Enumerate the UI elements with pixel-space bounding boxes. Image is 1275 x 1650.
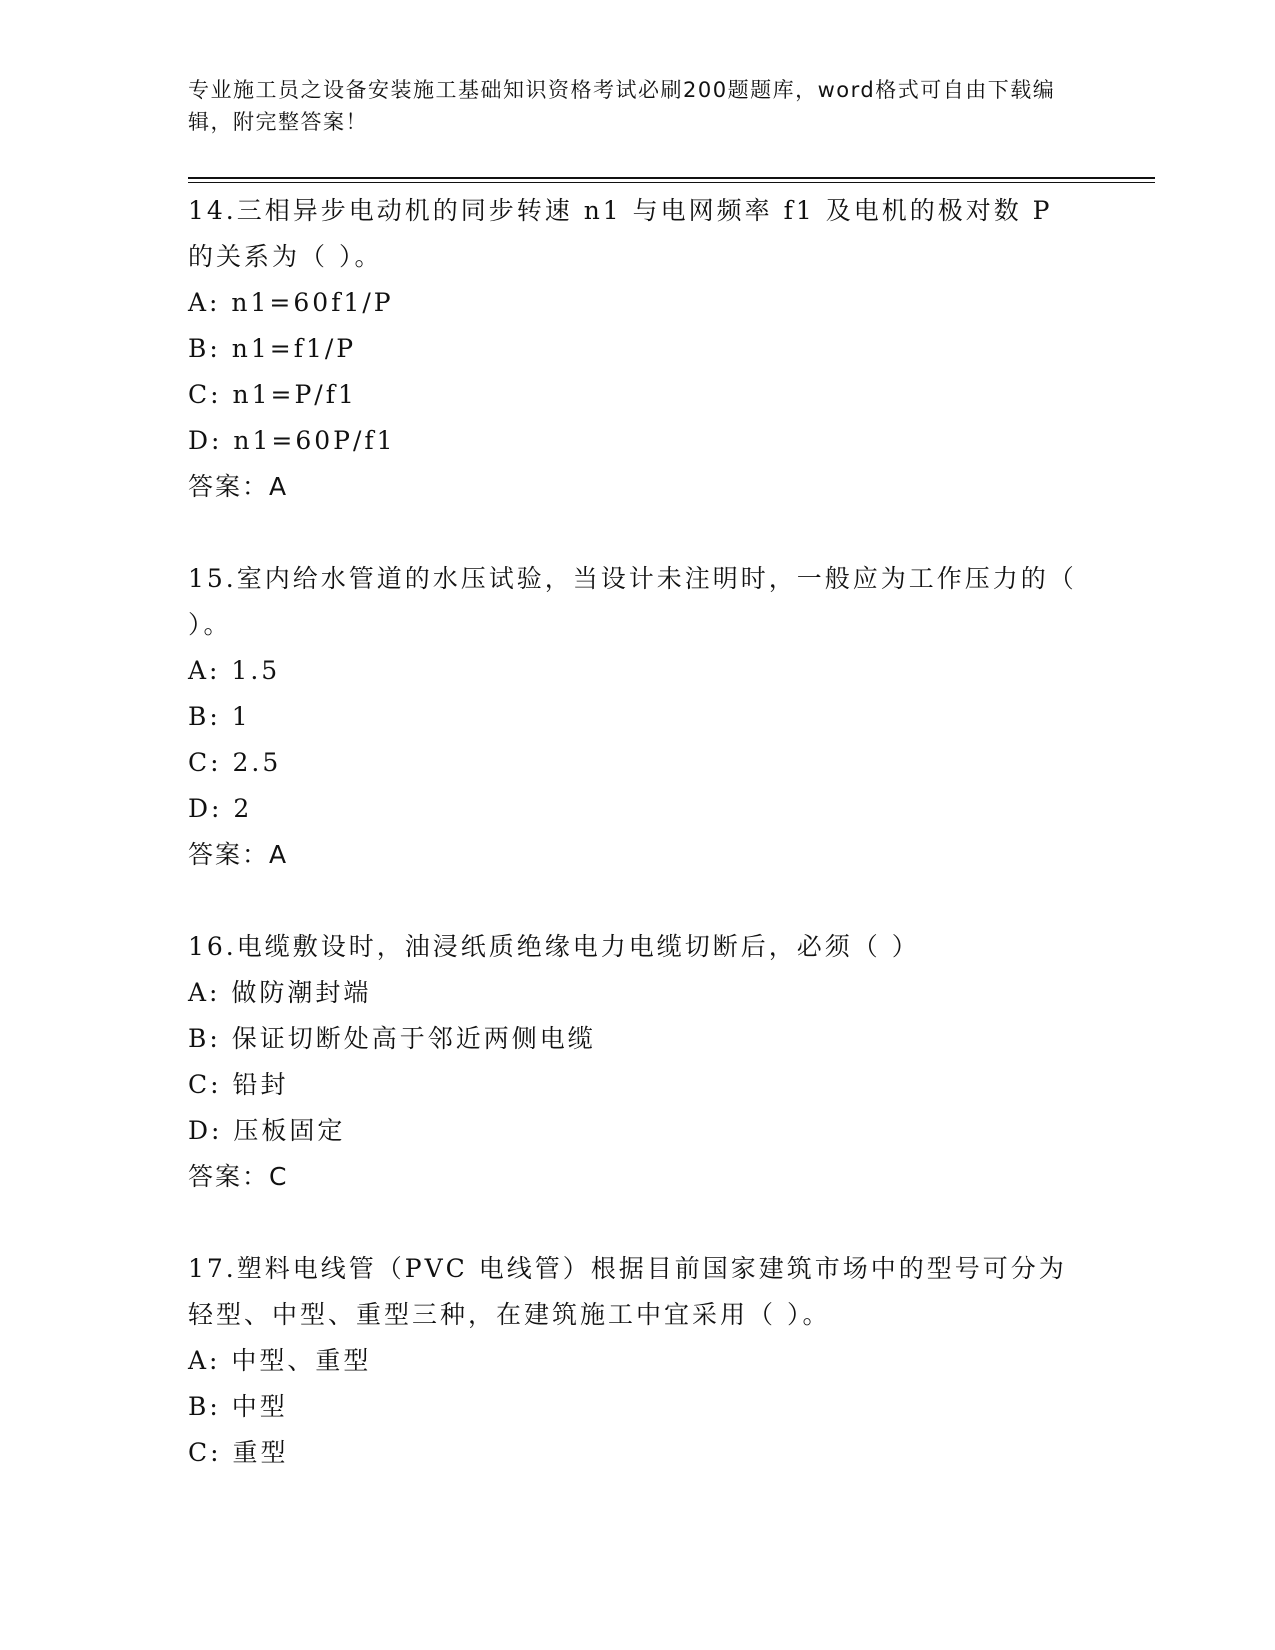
option-a: A: 做防潮封端 bbox=[188, 978, 372, 1007]
option-a: A: n1=60f1/P bbox=[188, 288, 394, 317]
question-14 bbox=[188, 188, 1088, 510]
question-17 bbox=[188, 1246, 1088, 1476]
option-b: B: 保证切断处高于邻近两侧电缆 bbox=[188, 1024, 596, 1053]
answer-line: 答案：A bbox=[188, 840, 289, 869]
header-divider-thick bbox=[188, 177, 1155, 179]
question-stem: 17.塑料电线管（PVC 电线管）根据目前国家建筑市场中的型号可分为轻型、中型、重型三种，在建筑施工中宜采用（ ）。 bbox=[188, 1254, 1067, 1329]
answer-line: 答案：C bbox=[188, 1162, 289, 1191]
question-16 bbox=[188, 924, 1088, 1200]
option-c: C: 2.5 bbox=[188, 748, 282, 777]
question-stem: 15.室内给水管道的水压试验，当设计未注明时，一般应为工作压力的（ ）。 bbox=[188, 564, 1077, 639]
question-stem: 16.电缆敷设时，油浸纸质绝缘电力电缆切断后，必须（ ） bbox=[188, 932, 920, 961]
header-divider-thin bbox=[188, 182, 1155, 183]
option-c: C: 重型 bbox=[188, 1438, 289, 1467]
answer-line: 答案：A bbox=[188, 472, 289, 501]
option-d: D: 2 bbox=[188, 794, 253, 823]
document-header: 专业施工员之设备安装施工基础知识资格考试必刷200题题库，word格式可自由下载编辑，附完整答案！ bbox=[188, 78, 1056, 134]
option-c: C: n1=P/f1 bbox=[188, 380, 357, 409]
question-list bbox=[188, 188, 1088, 1522]
option-a: A: 1.5 bbox=[188, 656, 281, 685]
option-a: A: 中型、重型 bbox=[188, 1346, 372, 1375]
question-stem: 14.三相异步电动机的同步转速 n1 与电网频率 f1 及电机的极对数 P 的关系为（ ）。 bbox=[188, 196, 1053, 271]
option-d: D: 压板固定 bbox=[188, 1116, 346, 1145]
option-c: C: 铅封 bbox=[188, 1070, 289, 1099]
option-b: B: 1 bbox=[188, 702, 251, 731]
question-15 bbox=[188, 556, 1088, 878]
option-d: D: n1=60P/f1 bbox=[188, 426, 396, 455]
option-b: B: n1=f1/P bbox=[188, 334, 357, 363]
option-b: B: 中型 bbox=[188, 1392, 288, 1421]
